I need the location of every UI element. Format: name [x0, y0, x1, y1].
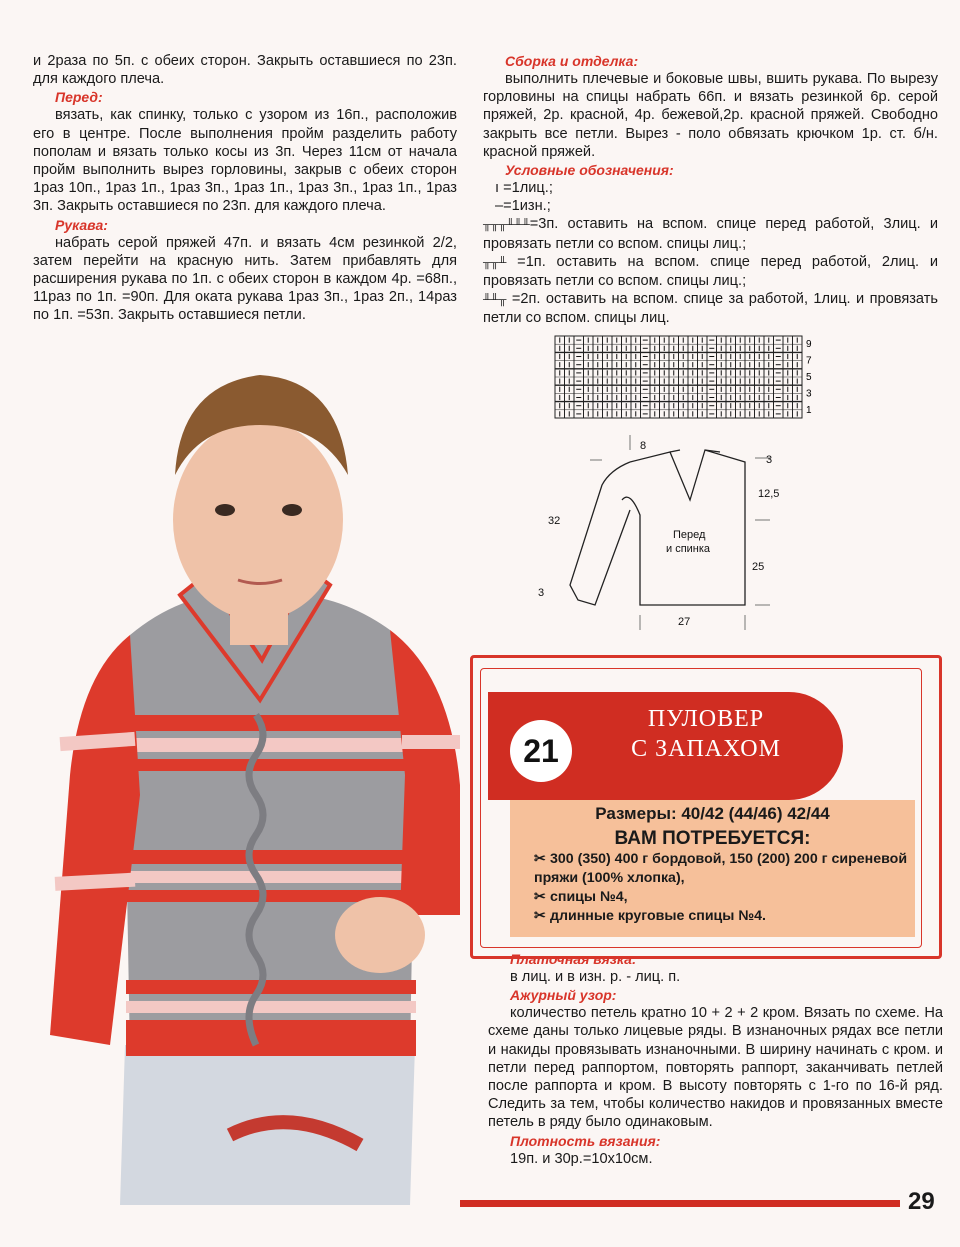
- material-text: длинные круговые спицы №4.: [550, 908, 766, 924]
- lower-right-column: [488, 950, 943, 1168]
- label-shoulder: 3: [766, 454, 773, 466]
- label-body-height: 25: [752, 561, 765, 573]
- sleeve-outline: [570, 462, 630, 605]
- legend-item: [483, 197, 938, 215]
- label-piece-1: Перед: [673, 529, 706, 541]
- paragraph-garter: в лиц. и в изн. р. - лиц. п.: [510, 969, 681, 985]
- cable-3-symbol-icon: ╥╥╥╨╨╨: [483, 219, 530, 232]
- paragraph-sleeves: набрать серой пряжей 47п. и вязать 4см резинкой 2/2, затем перейти на красную нить. Затем прибавлять для расширения рукава по 1п. с обеих сторон в каждом 4р. =68п., 11раз по 1п. =90п. Для оката рукава 1раз 3п., 1раз 2п., 14раз по 1п. =53п. Закрыть оставшиеся петли.: [33, 234, 457, 324]
- legend-text: =3п. оставить на вспом. спице перед работой, 3лиц. и провязать петли со вспом. спицы лиц.;: [483, 216, 938, 252]
- paragraph-assembly: выполнить плечевые и боковые швы, вшить рукава. По вырезу горловины на спицы набрать 66п. и вязать резинкой 6р. серой пряжей, 2р. красной, 4р. бежевой,2р. красной пряжей. Свободно закрыть все петли. Вырез - поло обвязать крючком 1р. ст. б/н. красной пряжей.: [483, 71, 938, 160]
- body-outline: [622, 450, 745, 605]
- material-item: [510, 907, 915, 926]
- pattern-number: 21: [510, 720, 572, 782]
- paragraph-front: вязать, как спинку, только с узором из 16п., расположив его в центре. После выполнения пройм разделить работу пополам и вязать только косы из 3п. Через 11см от начала пройм выполнить вырез горловины, закрыв с обеих сторон 1раз 10п., 1раз 1п., 1раз 3п., 1раз 1п., 1раз 3п., 1раз 1п., 1раз 3п. Закрыть оставшиеся по 23п. для каждого плеча.: [33, 107, 457, 215]
- heading-sleeves: Рукава:: [55, 216, 108, 233]
- legend-text: =2п. оставить на вспом. спице за работой, 1лиц. и провязать петли со вспом. спицы лиц.: [483, 291, 938, 327]
- paragraph-lace: количество петель кратно 10 + 2 + 2 кром. Вязать по схеме. На схеме даны только лицевые ряды. В изнаночных рядах все петли и накиды провязывать изнаночными. В ширину начинать с кром. и петли перед раппортом, повторять раппорт, заканчивать петлей после раппорта и кром. В высоту повторять с 1-го по 16-й ряд. Следить за тем, чтобы количество накидов и провязанных вместе петель в ряду было одинаковым.: [488, 1005, 943, 1131]
- label-sleeve: 32: [548, 515, 561, 527]
- chart-row-number: 3: [806, 388, 812, 400]
- heading-assembly: Сборка и отделка:: [505, 53, 639, 69]
- boy-hand: [335, 897, 425, 973]
- label-piece-2: и спинка: [666, 543, 711, 555]
- left-column: [33, 52, 457, 325]
- scissors-icon: ✂: [534, 851, 546, 867]
- pattern-title-banner: [488, 692, 843, 800]
- scissors-icon: ✂: [534, 889, 546, 905]
- cable-2-1-symbol-icon: ╨╨╥: [483, 294, 507, 307]
- paragraph-gauge: 19п. и 30р.=10х10см.: [510, 1150, 653, 1167]
- pattern-title: [616, 704, 796, 764]
- label-neck: 8: [640, 440, 647, 452]
- requirements-box: [510, 800, 915, 937]
- material-text: спицы №4,: [550, 889, 628, 905]
- right-column: [483, 52, 938, 328]
- purl-symbol-icon: –: [495, 198, 504, 215]
- sizes: Размеры: 40/42 (44/46) 42/44: [595, 804, 830, 823]
- garment-schematic: [530, 430, 820, 635]
- materials-heading: ВАМ ПОТРЕБУЕТСЯ:: [614, 828, 811, 849]
- legend-item: [483, 179, 938, 197]
- scissors-icon: ✂: [534, 908, 546, 924]
- chart-row-number: 1: [806, 404, 812, 416]
- material-item: [510, 850, 915, 888]
- legend-list: [483, 179, 938, 328]
- material-text: 300 (350) 400 г бордовой, 150 (200) 200 г сиреневой пряжи (100% хлопка),: [534, 851, 908, 886]
- legend-text: =1п. оставить на вспом. спице перед работой, 2лиц. и провязать петли со вспом. спицы лиц.;: [483, 253, 938, 290]
- footer-bar: [460, 1200, 900, 1207]
- chart-row-number: 7: [806, 355, 812, 367]
- boy-photo: [30, 355, 460, 1205]
- heading-lace: Ажурный узор:: [510, 987, 617, 1004]
- heading-gauge: Плотность вязания:: [510, 1132, 661, 1149]
- title-line-1: ПУЛОВЕР: [647, 706, 765, 732]
- page-number: 29: [908, 1188, 935, 1215]
- chart-row-number: 9: [806, 339, 812, 351]
- knitting-chart: [553, 334, 823, 420]
- heading-front: Перед:: [55, 89, 103, 106]
- label-armhole: 12,5: [758, 488, 780, 500]
- label-width: 27: [678, 616, 691, 628]
- title-line-2: С ЗАПАХОМ: [631, 736, 781, 762]
- legend-text: =1изн.;: [503, 198, 551, 215]
- cable-1-2-symbol-icon: ╥╥╨: [483, 256, 507, 269]
- legend-item: [483, 253, 938, 290]
- legend-text: =1лиц.;: [503, 180, 553, 197]
- label-cuff: 3: [538, 587, 545, 599]
- boy-face: [173, 420, 343, 620]
- knit-symbol-icon: ı: [495, 180, 500, 197]
- chart-row-number: 5: [806, 372, 812, 383]
- heading-legend: Условные обозначения:: [505, 162, 674, 179]
- legend-item: [483, 215, 938, 252]
- legend-item: [483, 290, 938, 327]
- paragraph-back-end: и 2раза по 5п. с обеих сторон. Закрыть оставшиеся по 23п. для каждого плеча.: [33, 53, 457, 88]
- material-item: [510, 888, 915, 907]
- heading-garter: Платочная вязка:: [510, 951, 637, 967]
